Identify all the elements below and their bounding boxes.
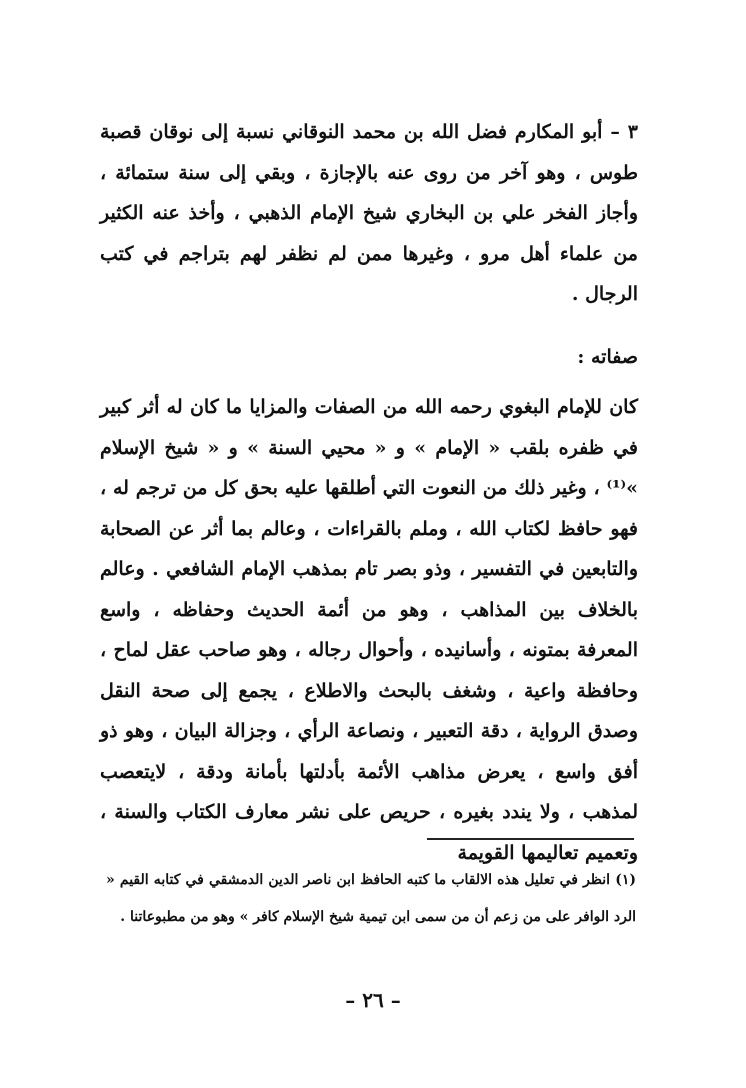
main-text	[100, 112, 638, 873]
footnote-divider	[427, 838, 634, 840]
attributes-paragraph: كان للإمام البغوي رحمه الله من الصفات والمزايا ما كان له أثر كبير في ظفره بلقب « الإمام » و « محيي السنة » و « شيخ الإسلام »⁽¹⁾ ، وغير ذلك من النعوت التي أطلقها عليه بحق كل من ترجم له ، فهو حافظ لكتاب الله ، وملم بالقراءات ، وعالم بما أثر عن الصحابة والتابعين في التفسير ، وذو بصر تام بمذهب الإمام الشافعي . وعالم بالخلاف بين المذاهب ، وهو من أئمة الحديث وحفاظه ، واسع المعرفة بمتونه ، وأسانيده ، وأحوال رجاله ، وهو صاحب عقل لماح ، وحافظة واعية ، وشغف بالبحث والاطلاع ، يجمع إلى صحة النقل وصدق الرواية ، دقة التعبير ، ونصاعة الرأي ، وجزالة البيان ، وهو ذو أفق واسع ، يعرض مذاهب الأئمة بأدلتها بأمانة ودقة ، لايتعصب لمذهب ، ولا يندد بغيره ، حريص على نشر معارف الكتاب والسنة ، وتعميم تعاليمها القويمة	[100, 396, 638, 864]
section-heading: صفاته :	[577, 345, 638, 368]
page-number: – ٢٦ –	[345, 988, 401, 1012]
footnote-text: (١) انظر في تعليل هذه الالقاب ما كتبه الحافظ ابن ناصر الدين الدمشقي في كتابه القيم « الرد الوافر على من زعم أن من سمى ابن تيمية شيخ الإسلام كافر » وهو من مطبوعاتنا .	[106, 872, 636, 925]
biography-paragraph: ٣ – أبو المكارم فضل الله بن محمد النوقاني نسبة إلى نوقان قصبة طوس ، وهو آخر من روى عنه بالإجازة ، وبقي إلى سنة ستمائة ، وأجاز الفخر علي بن البخاري شيخ الإمام الذهبي ، وأخذ عنه الكثير من علماء أهل مرو ، وغيرها ممن لم نظفر لهم بتراجم في كتب الرجال .	[100, 121, 638, 305]
footnote	[106, 862, 636, 936]
